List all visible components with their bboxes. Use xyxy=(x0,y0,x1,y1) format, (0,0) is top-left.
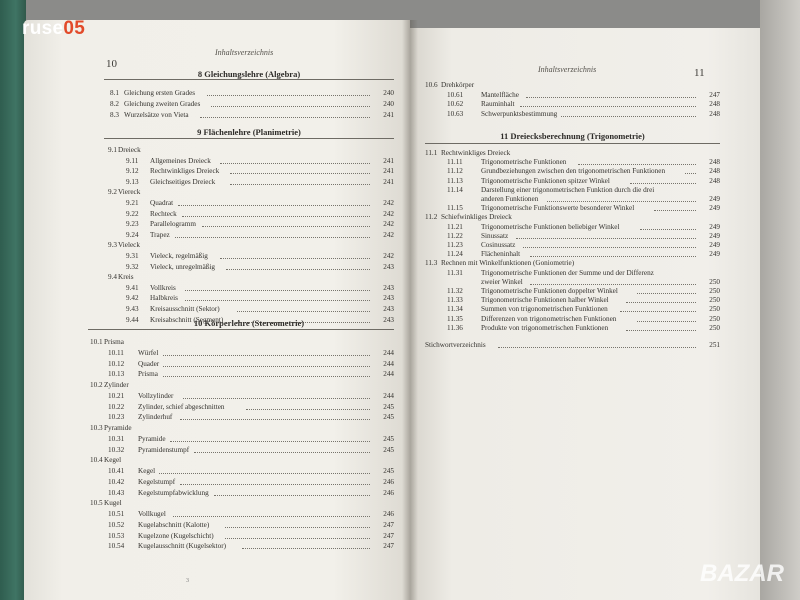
toc-entry-title: Kreisausschnitt (Sektor) xyxy=(150,305,220,313)
toc-dot-leader xyxy=(170,431,370,442)
toc-entry-title: Kegelstumpfabwicklung xyxy=(138,488,209,497)
toc-entry-number: 9.24 xyxy=(126,230,139,239)
toc-entry-number: 8.2 xyxy=(110,99,119,108)
toc-entry-title: Kugelabschnitt (Kalotte) xyxy=(138,520,210,529)
section-title: 9 Flächenlehre (Planimetrie) xyxy=(197,127,301,137)
toc-entry-number: 10.1 xyxy=(90,338,103,346)
toc-dot-leader xyxy=(173,506,370,517)
toc-entry-page: 242 xyxy=(383,220,394,229)
toc-dot-leader xyxy=(214,485,370,496)
toc-entry xyxy=(425,109,720,119)
toc-entry-page: 241 xyxy=(383,110,394,119)
toc-entry-page: 244 xyxy=(383,370,394,379)
toc-entry-title: Trigonometrische Funktionen doppelter Winkel xyxy=(481,287,618,295)
section-rule xyxy=(104,138,394,139)
toc-entry-number: 11.32 xyxy=(447,287,463,295)
toc-entry-title: Quadrat xyxy=(150,199,174,207)
toc-entry-title: Trapez xyxy=(150,230,170,239)
book-gutter xyxy=(402,20,418,600)
toc-entry-title: Pyramide xyxy=(104,424,132,432)
toc-dot-leader xyxy=(225,517,370,528)
toc-entry-page: 245 xyxy=(383,434,394,443)
toc-entry-number: 10.13 xyxy=(108,370,125,379)
toc-entry-page: 240 xyxy=(383,99,394,108)
toc-entry-title: Kugel xyxy=(104,499,122,508)
toc-entry-title: Differenzen von trigonometrischen Funktionen xyxy=(481,314,617,323)
toc-entry-number: 11.2 xyxy=(425,213,438,222)
section-rule xyxy=(104,79,394,80)
toc-entry-title: Trigonometrische Funktionen der Summe und der Differenz xyxy=(481,268,654,277)
toc-entry-page: 242 xyxy=(383,230,394,239)
toc-entry-page: 244 xyxy=(383,359,394,368)
toc-entry-number: 11.36 xyxy=(447,323,463,332)
toc-entry-number: 9.44 xyxy=(126,315,139,324)
toc-entry-page: 249 xyxy=(709,250,720,259)
toc-entry-page: 241 xyxy=(383,177,394,186)
toc-entry-title: anderen Funktionen xyxy=(481,195,539,203)
toc-entry xyxy=(425,340,720,350)
toc-entry-title: Kegel xyxy=(138,467,156,475)
toc-entry-title: Gleichseitiges Dreieck xyxy=(150,177,216,186)
toc-entry-page: 244 xyxy=(383,348,394,357)
toc-entry-title: Cosinussatz xyxy=(481,241,516,249)
toc-entry-page: 250 xyxy=(709,296,720,305)
book-cover-edge xyxy=(0,0,26,600)
toc-entry-number: 10.41 xyxy=(108,467,125,475)
toc-entry-number: 8.3 xyxy=(110,110,119,119)
toc-entry-title: Trigonometrische Funktionen beliebiger Winkel xyxy=(481,222,620,231)
toc-entry-title: Quader xyxy=(138,359,160,368)
toc-dot-leader xyxy=(654,200,696,211)
toc-entry-number: 9.3 xyxy=(108,241,117,250)
toc-entry-number: 11.12 xyxy=(447,167,463,176)
toc-entry-title: Stichwortverzeichnis xyxy=(425,341,486,349)
toc-entry-page: 241 xyxy=(383,156,394,165)
watermark-logo: BAZAR xyxy=(700,560,784,587)
toc-entry-number: 9.13 xyxy=(126,177,139,186)
toc-entry xyxy=(88,445,394,455)
toc-entry-number: 10.62 xyxy=(447,100,464,108)
toc-entry-page: 250 xyxy=(709,323,720,332)
toc-dot-leader xyxy=(178,195,370,206)
toc-dot-leader xyxy=(180,474,370,485)
toc-dot-leader xyxy=(175,227,370,238)
toc-entry-title: Kegelstumpf xyxy=(138,477,176,486)
toc-entry-page: 248 xyxy=(709,100,720,108)
toc-entry-page: 246 xyxy=(383,488,394,497)
toc-entry-page: 249 xyxy=(709,222,720,231)
toc-entry-title: Vieleck xyxy=(118,241,140,250)
toc-entry-title: Pyramidenstumpf xyxy=(138,445,190,454)
toc-entry-number: 10.11 xyxy=(108,348,124,357)
toc-dot-leader xyxy=(211,96,370,107)
toc-entry-number: 11.13 xyxy=(447,176,463,185)
toc-entry-title: Rechnen mit Winkelfunktionen (Goniometrie) xyxy=(441,259,575,268)
toc-entry-number: 11.22 xyxy=(447,231,463,240)
toc-dot-leader xyxy=(220,153,370,164)
toc-entry-page: 247 xyxy=(383,531,394,540)
toc-entry-title: Gleichung ersten Grades xyxy=(124,89,196,97)
toc-entry-title: Summen von trigonometrischen Funktionen xyxy=(481,305,608,314)
toc-entry-title: Kugelausschnitt (Kugelsektor) xyxy=(138,542,227,551)
toc-entry-number: 11.35 xyxy=(447,314,463,323)
toc-entry xyxy=(104,110,394,120)
toc-entry-title: Rechteck xyxy=(150,209,177,218)
toc-dot-leader xyxy=(498,337,696,348)
right-page-number: 11 xyxy=(694,67,705,79)
toc-entry-page: 250 xyxy=(709,287,720,295)
toc-entry-number: 11.15 xyxy=(447,204,463,213)
toc-entry-title: Rechtwinkliges Dreieck xyxy=(150,167,220,176)
toc-entry-page: 245 xyxy=(383,402,394,411)
toc-dot-leader xyxy=(230,163,370,174)
toc-dot-leader xyxy=(180,409,370,420)
toc-entry-title: Viereck xyxy=(118,188,141,197)
toc-dot-leader xyxy=(237,301,370,312)
toc-entry-number: 10.5 xyxy=(90,499,103,508)
toc-entry-number: 10.31 xyxy=(108,434,125,443)
toc-entry-number: 10.53 xyxy=(108,531,125,540)
toc-entry-title: Kegel xyxy=(104,456,122,465)
toc-entry-title: zweier Winkel xyxy=(481,277,523,286)
toc-dot-leader xyxy=(530,246,696,257)
toc-entry-number: 11.34 xyxy=(447,305,463,314)
toc-entry-page: 250 xyxy=(709,314,720,323)
toc-entry-page: 242 xyxy=(383,199,394,207)
section-title: 8 Gleichungslehre (Algebra) xyxy=(197,69,301,79)
toc-entry-title: Darstellung einer trigonometrischen Funktion durch die drei xyxy=(481,185,655,194)
toc-dot-leader xyxy=(163,356,370,367)
toc-entry-number: 10.2 xyxy=(90,381,103,389)
brand-suffix: 05 xyxy=(63,18,86,39)
toc-entry-title: Mantelfläche xyxy=(481,90,519,99)
toc-entry-title: Trigonometrische Funktionswerte besonderer Winkel xyxy=(481,204,635,213)
toc-entry xyxy=(88,541,394,551)
left-page-number: 10 xyxy=(106,58,117,70)
toc-entry-number: 9.22 xyxy=(126,209,139,218)
toc-entry-title: Kugelzone (Kugelschicht) xyxy=(138,531,214,540)
toc-dot-leader xyxy=(163,366,370,377)
toc-entry-number: 9.4 xyxy=(108,273,117,282)
toc-entry-title: Grundbeziehungen zwischen den trigonometrischen Funktionen xyxy=(481,167,666,176)
toc-entry-page: 243 xyxy=(383,283,394,292)
toc-entry-page: 243 xyxy=(383,305,394,313)
toc-entry-page: 243 xyxy=(383,262,394,271)
toc-entry-title: Würfel xyxy=(138,348,159,357)
toc-entry-title: Kreis xyxy=(118,273,134,282)
toc-entry-title: Gleichung zweiten Grades xyxy=(124,99,201,108)
toc-entry-title: Zylinder xyxy=(104,381,129,389)
toc-entry-number: 10.6 xyxy=(425,81,438,89)
toc-entry-page: 249 xyxy=(709,231,720,240)
toc-entry-title: Schwerpunktsbestimmung xyxy=(481,109,558,118)
toc-entry-page: 242 xyxy=(383,209,394,218)
toc-dot-leader xyxy=(163,345,370,356)
toc-entry-title: Halbkreis xyxy=(150,294,178,303)
toc-entry-number: 10.21 xyxy=(108,391,125,400)
brand-logo xyxy=(22,18,85,40)
toc-entry-page: 241 xyxy=(383,167,394,176)
toc-dot-leader xyxy=(185,290,370,301)
toc-dot-leader xyxy=(185,280,370,291)
section-rule xyxy=(425,143,720,144)
toc-entry-page: 245 xyxy=(383,413,394,422)
background-surface xyxy=(760,0,800,600)
toc-entry-page: 248 xyxy=(709,158,720,167)
toc-dot-leader xyxy=(225,528,370,539)
toc-entry-title: Vollkugel xyxy=(138,510,166,518)
toc-entry-number: 9.12 xyxy=(126,167,139,176)
toc-dot-leader xyxy=(561,106,696,117)
toc-dot-leader xyxy=(182,206,370,217)
toc-dot-leader xyxy=(246,399,371,410)
toc-entry-title: Sinussatz xyxy=(481,231,509,240)
toc-entry-page: 247 xyxy=(383,542,394,551)
section-title: 11 Dreiecksberechnung (Trigonometrie) xyxy=(500,131,645,141)
toc-entry-number: 10.51 xyxy=(108,510,125,518)
toc-entry-title: Wurzelsätze von Vieta xyxy=(124,110,189,119)
toc-entry-page: 242 xyxy=(383,252,394,260)
toc-entry-title: Prisma xyxy=(138,370,158,379)
toc-entry xyxy=(104,177,394,187)
toc-entry-title: Produkte von trigonometrischen Funktionen xyxy=(481,323,609,332)
toc-entry-number: 9.43 xyxy=(126,305,139,313)
toc-entry-page: 246 xyxy=(383,477,394,486)
toc-entry-title: Trigonometrische Funktionen spitzer Winkel xyxy=(481,176,610,185)
toc-entry-page: 249 xyxy=(709,195,720,203)
toc-entry-page: 250 xyxy=(709,277,720,286)
toc-dot-leader xyxy=(626,320,696,331)
toc-entry-title: Schiefwinkliges Dreieck xyxy=(441,213,512,222)
toc-entry-number: 9.21 xyxy=(126,199,139,207)
toc-entry-number: 10.42 xyxy=(108,477,125,486)
toc-entry-number: 10.4 xyxy=(90,456,103,465)
toc-entry-title: Flächeninhalt xyxy=(481,250,521,259)
toc-entry-number: 11.31 xyxy=(447,268,463,277)
toc-entry-page: 245 xyxy=(383,467,394,475)
toc-entry-number: 11.14 xyxy=(447,185,463,194)
brand-name: ruse xyxy=(22,18,64,39)
toc-entry-page: 250 xyxy=(709,305,720,314)
toc-entry-number: 11.21 xyxy=(447,222,463,231)
toc-entry-number: 10.54 xyxy=(108,542,125,551)
toc-entry-title: Parallelogramm xyxy=(150,220,196,229)
toc-entry-number: 9.42 xyxy=(126,294,139,303)
toc-entry xyxy=(425,323,720,333)
toc-entry-title: Allgemeines Dreieck xyxy=(150,156,211,165)
toc-entry-title: Rauminhalt xyxy=(481,100,515,108)
footer-mark: 3 xyxy=(186,578,189,584)
toc-entry-page: 249 xyxy=(709,241,720,249)
left-page-header: Inhaltsverzeichnis xyxy=(215,48,274,57)
toc-entry-page: 247 xyxy=(383,520,394,529)
toc-entry-page: 249 xyxy=(709,204,720,213)
toc-entry-page: 243 xyxy=(383,294,394,303)
toc-dot-leader xyxy=(230,174,370,185)
toc-entry-number: 10.43 xyxy=(108,488,125,497)
toc-entry-number: 11.33 xyxy=(447,296,463,305)
toc-entry-number: 10.63 xyxy=(447,109,464,118)
toc-entry xyxy=(104,230,394,240)
toc-entry-number: 11.1 xyxy=(425,149,438,157)
toc-dot-leader xyxy=(194,442,370,453)
toc-entry-number: 11.3 xyxy=(425,259,438,268)
toc-entry xyxy=(88,488,394,498)
toc-entry xyxy=(104,262,394,272)
toc-entry-title: Trigonometrische Funktionen halber Winkel xyxy=(481,296,609,305)
toc-entry-number: 9.11 xyxy=(126,156,139,165)
toc-dot-leader xyxy=(220,248,370,259)
toc-entry-page: 245 xyxy=(383,445,394,454)
toc-dot-leader xyxy=(242,538,370,549)
toc-entry-title: Rechtwinkliges Dreieck xyxy=(441,149,511,157)
toc-entry-number: 11.23 xyxy=(447,241,463,249)
toc-entry-title: Zylinderhuf xyxy=(138,413,173,422)
toc-entry xyxy=(88,369,394,379)
toc-entry-number: 9.2 xyxy=(108,188,117,197)
toc-dot-leader xyxy=(207,85,370,96)
toc-entry-number: 9.1 xyxy=(108,146,117,154)
toc-dot-leader xyxy=(202,216,370,227)
toc-entry-number: 9.23 xyxy=(126,220,139,229)
toc-entry-title: Prisma xyxy=(104,338,124,346)
toc-dot-leader xyxy=(183,388,370,399)
toc-entry xyxy=(88,412,394,422)
section-title: 10 Körperlehre (Stereometrie) xyxy=(193,318,305,328)
toc-entry-number: 10.3 xyxy=(90,424,103,432)
toc-entry-title: Dreieck xyxy=(118,146,141,154)
toc-entry-title: Kreisabschnitt (Segment) xyxy=(150,315,224,324)
toc-entry-page: 248 xyxy=(709,176,720,185)
toc-entry-title: Vieleck, unregelmäßig xyxy=(150,262,216,271)
toc-entry-number: 10.52 xyxy=(108,520,125,529)
section-rule xyxy=(88,329,394,330)
toc-entry-page: 244 xyxy=(383,391,394,400)
toc-entry-title: Zylinder, schief abgeschnitten xyxy=(138,402,225,411)
toc-entry-title: Vollkreis xyxy=(150,283,176,292)
toc-entry-number: 9.32 xyxy=(126,262,139,271)
toc-entry-title: Vieleck, regelmäßig xyxy=(150,252,208,260)
toc-entry-number: 10.22 xyxy=(108,402,125,411)
toc-dot-leader xyxy=(578,154,696,165)
toc-entry-title: Vollzylinder xyxy=(138,391,174,400)
toc-entry-page: 247 xyxy=(709,90,720,99)
toc-entry-number: 8.1 xyxy=(110,89,119,97)
toc-dot-leader xyxy=(200,107,370,118)
toc-entry-number: 9.41 xyxy=(126,283,139,292)
toc-entry-number: 11.11 xyxy=(447,158,463,167)
toc-entry-page: 248 xyxy=(709,167,720,176)
toc-entry-title: Drehkörper xyxy=(441,81,475,89)
toc-entry-page: 246 xyxy=(383,510,394,518)
toc-entry-number: 10.23 xyxy=(108,413,125,422)
toc-entry-page: 240 xyxy=(383,89,394,97)
toc-dot-leader xyxy=(226,259,370,270)
toc-entry-title: Pyramide xyxy=(138,434,166,443)
toc-entry-number: 9.31 xyxy=(126,252,139,260)
toc-entry-number: 10.61 xyxy=(447,90,464,99)
toc-entry-title: Trigonometrische Funktionen xyxy=(481,158,567,167)
toc-entry-number: 10.12 xyxy=(108,359,125,368)
toc-entry-page: 251 xyxy=(709,341,720,349)
toc-entry-page: 243 xyxy=(383,315,394,324)
toc-dot-leader xyxy=(159,463,370,474)
right-page-header: Inhaltsverzeichnis xyxy=(538,65,597,74)
toc-entry-number: 10.32 xyxy=(108,445,125,454)
toc-entry-number: 11.24 xyxy=(447,250,463,259)
toc-entry-page: 248 xyxy=(709,109,720,118)
toc-dot-leader xyxy=(630,173,696,184)
